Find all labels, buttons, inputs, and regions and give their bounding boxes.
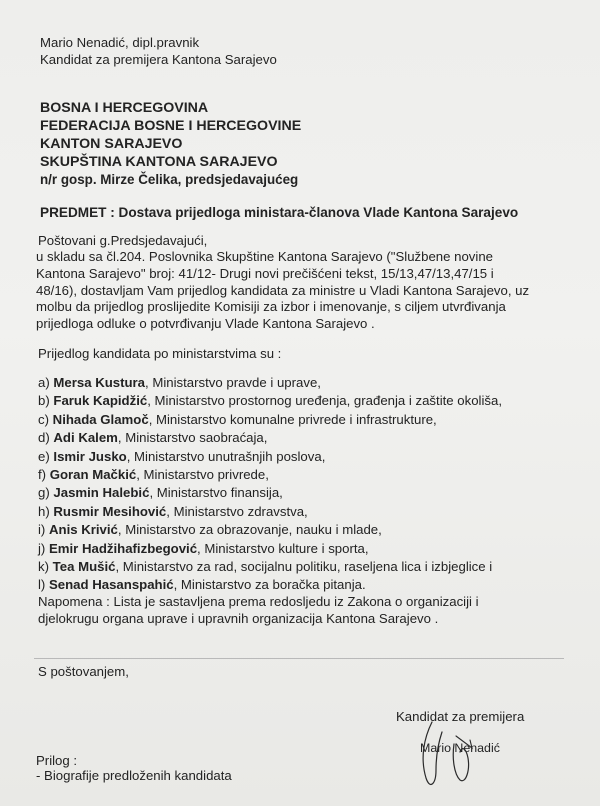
ministry-name: , Ministarstvo prostornog uređenja, građenja i zaštite okoliša, <box>147 393 502 409</box>
ministry-name: , Ministarstvo za boračka pitanja. <box>173 577 366 593</box>
attachment-item: - Biografije predloženih kandidata <box>36 768 232 783</box>
ministry-name: , Ministarstvo za obrazovanje, nauku i mlade, <box>117 522 382 538</box>
list-item: c) Nihada Glamoč, Ministarstvo komunalne privrede i infrastrukture, <box>38 411 437 427</box>
body-line: u skladu sa čl.204. Poslovnika Skupštine Kantona Sarajevo ("Službene novine <box>36 249 494 264</box>
recipient-line: SKUPŠTINA KANTONA SARAJEVO <box>40 154 278 170</box>
note-line: djelokrugu organa uprave i upravnih organizacija Kantona Sarajevo . <box>38 610 439 626</box>
divider <box>34 658 564 659</box>
candidate-name: Jasmin Halebić <box>53 485 150 501</box>
list-item: j) Emir Hadžihafizbegović, Ministarstvo kulture i sporta, <box>38 540 369 556</box>
handwritten-signature <box>410 718 510 796</box>
body-paragraph <box>36 249 556 333</box>
list-item: f) Goran Mačkić, Ministarstvo privrede, <box>38 467 269 483</box>
list-intro: Prijedlog kandidata po ministarstvima su : <box>38 346 282 361</box>
candidate-name: Nihada Glamoč <box>52 411 149 427</box>
salutation: Poštovani g.Predsjedavajući, <box>38 233 208 248</box>
candidate-name: Ismir Jusko <box>53 448 127 464</box>
candidate-name: Emir Hadžihafizbegović <box>49 540 198 556</box>
candidate-name: Mersa Kustura <box>53 375 146 390</box>
subject-line: PREDMET : Dostava prijedloga ministara-članova Vlade Kantona Sarajevo <box>40 205 519 220</box>
list-item: l) Senad Hasanspahić, Ministarstvo za boračka pitanja. <box>38 577 366 593</box>
sender-title: Kandidat za premijera Kantona Sarajevo <box>40 52 277 67</box>
note-line: Napomena : Lista je sastavljena prema redosljedu iz Zakona o organizaciji i <box>38 594 479 609</box>
list-item: e) Ismir Jusko, Ministarstvo unutrašnjih poslova, <box>38 448 326 464</box>
list-item: a) Mersa Kustura, Ministarstvo pravde i uprave, <box>38 375 321 390</box>
body-line: molbu da prijedlog proslijedite Komisiji za izbor i imenovanje, s ciljem utvrđivanja <box>36 299 506 315</box>
list-item: h) Rusmir Mesihović, Ministarstvo zdravstva, <box>38 503 308 519</box>
candidate-name: Adi Kalem <box>53 430 118 446</box>
list-item: k) Tea Mušić, Ministarstvo za rad, socijalnu politiku, raseljena lica i izbjeglice i <box>38 559 493 575</box>
ministry-name: , Ministarstvo finansija, <box>149 485 283 501</box>
ministry-name: , Ministarstvo privrede, <box>136 467 269 483</box>
candidate-name: Anis Krivić <box>49 522 118 538</box>
ministry-name: , Ministarstvo zdravstva, <box>166 503 308 519</box>
signature-name: Mario Nenadić <box>420 741 500 755</box>
recipient-attention: n/r gosp. Mirze Čelika, predsjedavajućeg <box>40 172 299 187</box>
recipient-line: BOSNA I HERCEGOVINA <box>40 100 209 116</box>
ministry-name: , Ministarstvo pravde i uprave, <box>145 375 321 390</box>
candidate-name: Faruk Kapidžić <box>53 393 148 409</box>
ministry-name: , Ministarstvo za rad, socijalnu politiku, raseljena lica i izbjeglice i <box>115 559 493 575</box>
list-item: g) Jasmin Halebić, Ministarstvo finansija, <box>38 485 283 501</box>
list-item: d) Adi Kalem, Ministarstvo saobraćaja, <box>38 430 268 446</box>
ministry-name: , Ministarstvo saobraćaja, <box>117 430 268 446</box>
list-item: b) Faruk Kapidžić, Ministarstvo prostornog uređenja, građenja i zaštite okoliša, <box>38 393 502 409</box>
body-line: prijedloga odluke o potvrđivanju Vlade Kantona Sarajevo . <box>36 316 375 332</box>
recipient-line: KANTON SARAJEVO <box>40 136 183 152</box>
candidate-list <box>38 374 578 595</box>
recipient-line: FEDERACIJA BOSNE I HERCEGOVINE <box>40 118 302 134</box>
candidate-name: Goran Mačkić <box>49 467 137 483</box>
body-line: Kantona Sarajevo" broj: 41/12- Drugi novi prečišćeni tekst, 15/13,47/13,47/15 i <box>36 265 494 281</box>
note-paragraph <box>38 594 578 628</box>
body-line: 48/16), dostavljam Vam prijedlog kandidata za ministre u Vladi Kantona Sarajevo, uz <box>36 282 530 298</box>
list-item: i) Anis Krivić, Ministarstvo za obrazovanje, nauku i mlade, <box>38 522 382 538</box>
candidate-name: Rusmir Mesihović <box>53 503 167 519</box>
candidate-name: Tea Mušić <box>52 559 116 575</box>
attachment-label: Prilog : <box>36 753 78 768</box>
ministry-name: , Ministarstvo komunalne privrede i infrastrukture, <box>148 411 437 427</box>
sender-name: Mario Nenadić, dipl.pravnik <box>40 35 200 50</box>
closing: S poštovanjem, <box>38 664 129 679</box>
candidate-name: Senad Hasanspahić <box>49 577 174 593</box>
signature-title: Kandidat za premijera <box>396 709 525 724</box>
ministry-name: , Ministarstvo unutrašnjih poslova, <box>126 448 326 464</box>
ministry-name: , Ministarstvo kulture i sporta, <box>197 540 369 556</box>
